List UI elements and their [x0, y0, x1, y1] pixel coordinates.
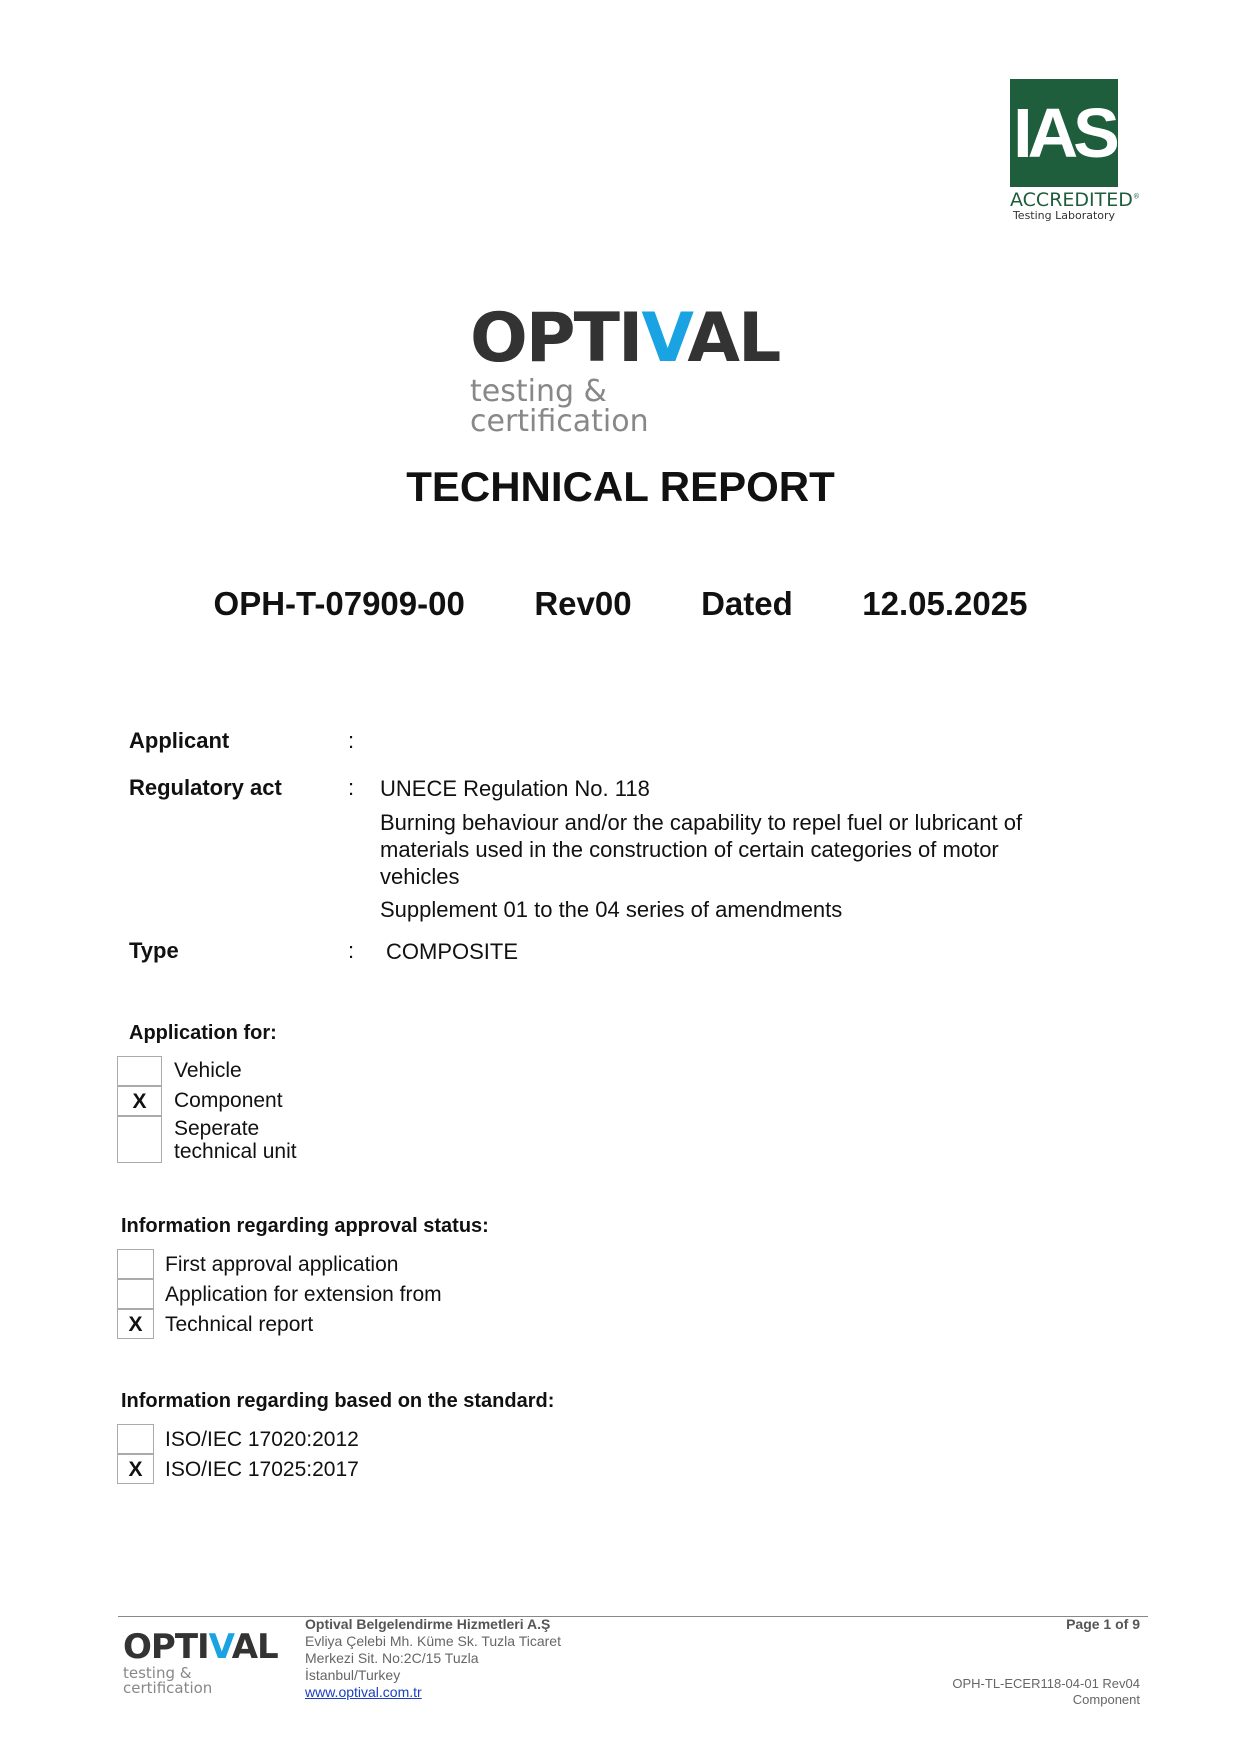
- footer-doc-code: OPH-TL-ECER118-04-01 Rev04: [952, 1676, 1140, 1691]
- ias-subtitle: Testing Laboratory: [1012, 209, 1116, 222]
- regulatory-act-colon: :: [348, 775, 355, 800]
- checkbox-extension: [117, 1279, 154, 1309]
- footer-company-name: Optival Belgelendirme Hizmetleri A.Ş: [305, 1616, 551, 1632]
- optival-logo: [470, 299, 780, 439]
- footer-optival-logo: [123, 1627, 283, 1697]
- footer-doc-type: Component: [1072, 1692, 1140, 1707]
- option-separate-unit: Seperate technical unit: [174, 1117, 297, 1163]
- regulatory-act-description: Burning behaviour and/or the capability to repel fuel or lubricant of materials used in the construction of certain categories of motor vehicles: [380, 810, 1023, 889]
- type-value: COMPOSITE: [386, 939, 519, 964]
- option-component: Component: [174, 1089, 283, 1112]
- checkbox-component: X: [117, 1086, 162, 1116]
- checkbox-vehicle: [117, 1056, 162, 1086]
- approval-status-heading: Information regarding approval status:: [121, 1215, 489, 1237]
- logo-tagline: testing & certification: [470, 374, 649, 439]
- application-for-heading: Application for:: [129, 1022, 277, 1044]
- ias-accredited-text: ACCREDITED: [1010, 189, 1133, 211]
- footer-address-line2: Merkezi Sit. No:2C/15 Tuzla: [305, 1650, 479, 1666]
- standard-heading: Information regarding based on the standard:: [121, 1390, 555, 1412]
- type-label: Type: [129, 938, 179, 963]
- footer-address-line3: İstanbul/Turkey: [305, 1667, 401, 1683]
- option-first-approval: First approval application: [165, 1253, 399, 1276]
- footer-logo-tagline: testing & certification: [123, 1664, 213, 1697]
- footer-website-link[interactable]: www.optival.com.tr: [305, 1684, 422, 1700]
- option-extension: Application for extension from: [165, 1283, 442, 1306]
- option-iso-17025: ISO/IEC 17025:2017: [165, 1458, 359, 1481]
- option-technical-report: Technical report: [165, 1313, 314, 1336]
- type-colon: :: [348, 938, 355, 963]
- footer-logo-word-suffix: AL: [231, 1627, 278, 1667]
- logo-word-suffix: AL: [687, 299, 780, 378]
- checkbox-first-approval: [117, 1249, 154, 1279]
- document-title: TECHNICAL REPORT: [406, 463, 835, 510]
- footer-page-number: Page 1 of 9: [1066, 1616, 1140, 1632]
- applicant-label: Applicant: [129, 728, 230, 753]
- regulatory-act-label: Regulatory act: [129, 775, 282, 800]
- regulatory-act-supplement: Supplement 01 to the 04 series of amendments: [380, 897, 843, 922]
- footer-logo-word-prefix: OPTI: [123, 1627, 209, 1667]
- checkbox-separate-unit: [117, 1116, 162, 1163]
- footer-company-block: [305, 1616, 561, 1701]
- footer-address-line1: Evliya Çelebi Mh. Küme Sk. Tuzla Ticaret: [305, 1633, 561, 1649]
- logo-checkmark-v: V: [641, 299, 688, 378]
- checkbox-iso-17025: X: [117, 1454, 154, 1484]
- checkbox-technical-report: X: [117, 1309, 154, 1339]
- option-vehicle: Vehicle: [174, 1059, 242, 1082]
- logo-word-prefix: OPTI: [470, 299, 642, 378]
- checkbox-iso-17020: [117, 1424, 154, 1454]
- regulatory-act-regulation: UNECE Regulation No. 118: [380, 776, 650, 801]
- option-iso-17020: ISO/IEC 17020:2012: [165, 1428, 359, 1451]
- footer-logo-checkmark-v: V: [208, 1627, 232, 1667]
- report-identifier: OPH-T-07909-00 Rev00 Dated 12.05.2025: [213, 585, 1028, 622]
- trademark-mark: ®: [1132, 192, 1140, 201]
- footer-doc-info: [880, 1676, 1140, 1708]
- ias-accreditation-badge: [1010, 79, 1140, 229]
- footer-logo-wordmark: [123, 1627, 283, 1667]
- logo-wordmark: [470, 299, 780, 378]
- applicant-colon: :: [348, 728, 355, 753]
- ias-logo-mark: IAS: [1010, 79, 1118, 187]
